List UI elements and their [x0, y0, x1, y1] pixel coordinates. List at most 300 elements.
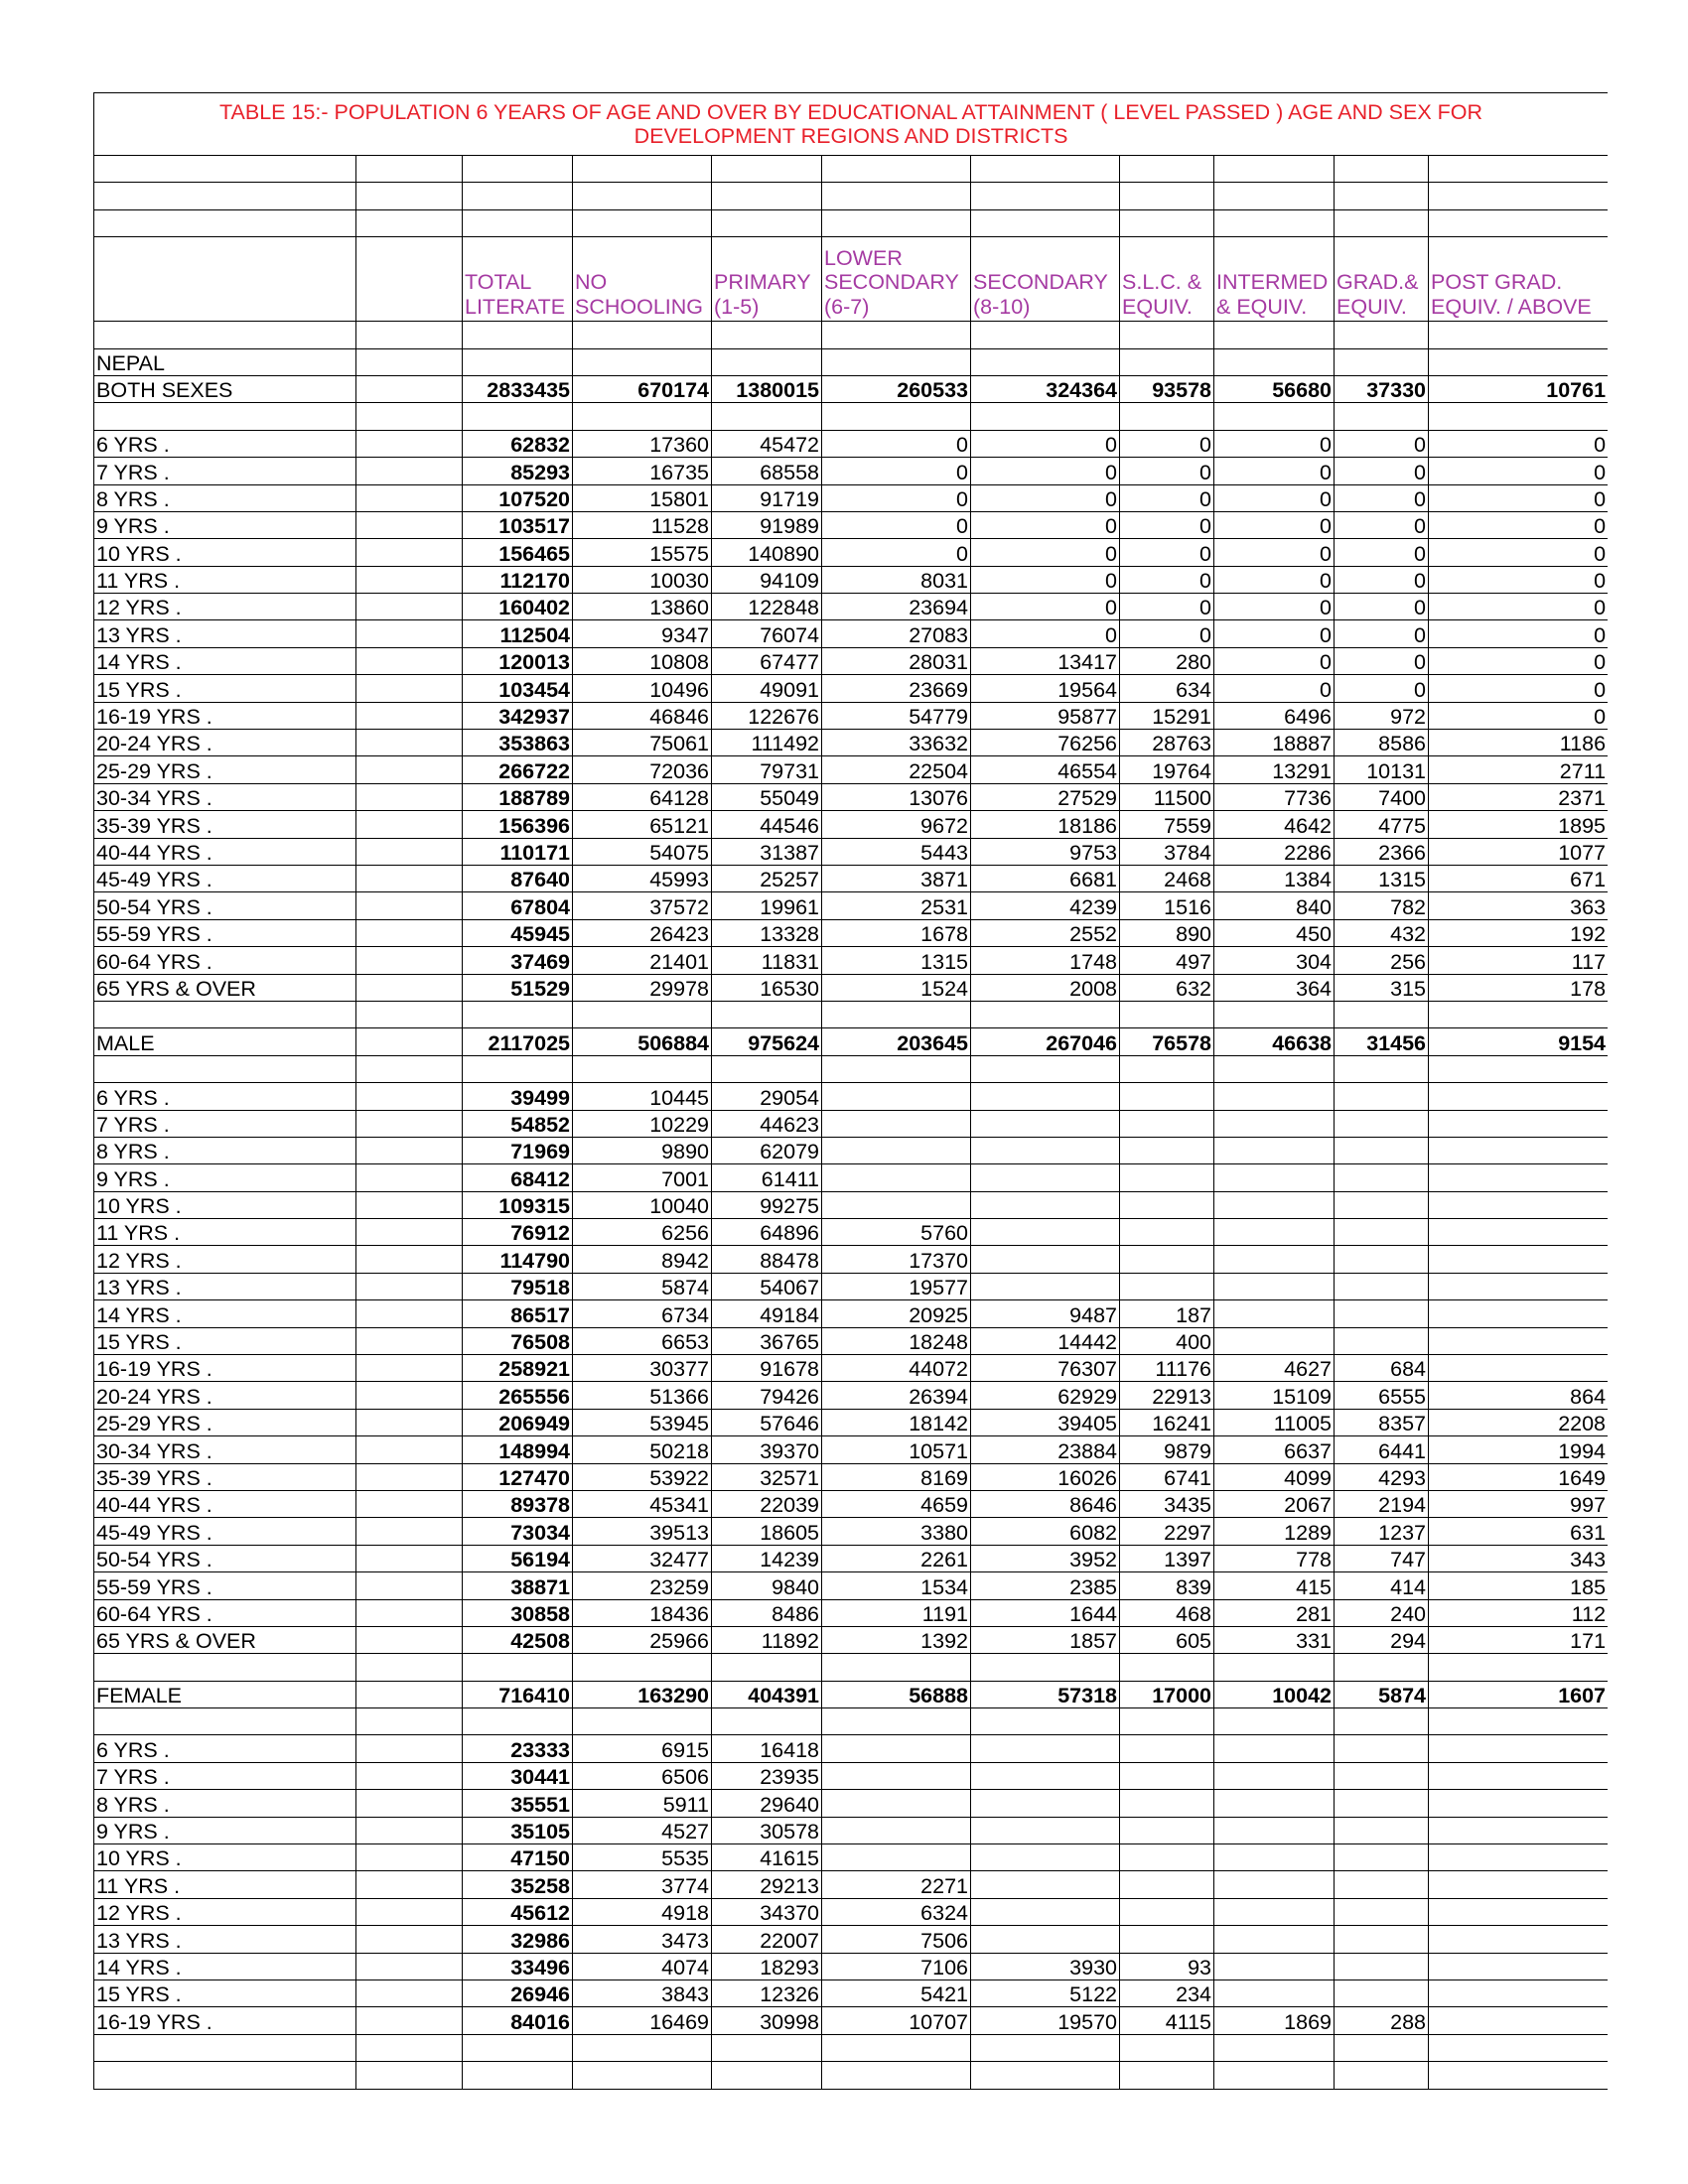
total-literate-value: 342937	[463, 702, 573, 729]
value-cell: 0	[822, 539, 971, 566]
empty-cell	[463, 348, 573, 375]
value-cell: 1392	[822, 1626, 971, 1653]
age-group-label: 25-29 YRS .	[94, 1409, 356, 1435]
total-literate-value: 26946	[463, 1980, 573, 2007]
total-value: 267046	[971, 1028, 1120, 1055]
age-group-label: 12 YRS .	[94, 1246, 356, 1273]
empty-cell	[356, 1001, 463, 1027]
age-group-label: 40-44 YRS .	[94, 1490, 356, 1517]
empty-cell	[971, 1654, 1120, 1681]
value-cell: 8586	[1335, 730, 1429, 756]
value-cell: 6653	[573, 1327, 712, 1354]
region-row	[94, 348, 1609, 375]
value-cell: 39405	[971, 1409, 1120, 1435]
value-cell: 3473	[573, 1926, 712, 1953]
value-cell: 0	[1214, 647, 1335, 674]
table-row	[94, 1545, 1609, 1571]
value-cell	[1214, 1762, 1335, 1789]
table-row	[94, 1926, 1609, 1953]
value-cell: 10707	[822, 2007, 971, 2034]
empty-cell	[1335, 2034, 1429, 2061]
empty-cell	[1120, 1708, 1214, 1735]
table-row	[94, 1817, 1609, 1843]
age-group-label: 10 YRS .	[94, 1191, 356, 1218]
value-cell	[1335, 1219, 1429, 1246]
empty-row	[94, 2062, 1609, 2089]
value-cell: 0	[1214, 458, 1335, 484]
total-value: 31456	[1335, 1028, 1429, 1055]
table-row	[94, 1409, 1609, 1435]
value-cell: 32571	[712, 1463, 822, 1490]
table-row	[94, 1762, 1609, 1789]
empty-cell	[1214, 2062, 1335, 2089]
value-cell: 29054	[712, 1083, 822, 1110]
section-total-row	[94, 375, 1609, 402]
table-row	[94, 1355, 1609, 1382]
empty-cell	[573, 1654, 712, 1681]
value-cell: 0	[1120, 539, 1214, 566]
value-cell: 0	[971, 430, 1120, 457]
value-cell: 294	[1335, 1626, 1429, 1653]
value-cell	[1214, 1817, 1335, 1843]
value-cell	[1335, 1790, 1429, 1817]
table-row	[94, 919, 1609, 946]
age-group-label: 65 YRS & OVER	[94, 1626, 356, 1653]
value-cell: 450	[1214, 919, 1335, 946]
value-cell: 414	[1335, 1572, 1429, 1599]
value-cell: 44623	[712, 1110, 822, 1137]
value-cell: 4918	[573, 1898, 712, 1925]
empty-cell	[356, 647, 463, 674]
empty-cell	[1120, 209, 1214, 236]
total-literate-value: 89378	[463, 1490, 573, 1517]
table-row	[94, 1110, 1609, 1137]
table-row	[94, 865, 1609, 891]
age-group-label: 20-24 YRS .	[94, 730, 356, 756]
value-cell	[1214, 1246, 1335, 1273]
value-cell: 54075	[573, 838, 712, 865]
section-total-row	[94, 1681, 1609, 1707]
value-cell: 91989	[712, 511, 822, 538]
empty-cell	[1120, 183, 1214, 209]
empty-cell	[463, 1654, 573, 1681]
value-cell: 46554	[971, 756, 1120, 783]
value-cell: 19570	[971, 2007, 1120, 2034]
empty-cell	[1429, 209, 1609, 236]
empty-cell	[971, 156, 1120, 183]
value-cell	[1429, 1110, 1609, 1137]
empty-cell	[94, 1654, 356, 1681]
value-cell	[1120, 1164, 1214, 1191]
empty-cell	[356, 1926, 463, 1953]
education-attainment-table	[93, 92, 1608, 2090]
value-cell: 234	[1120, 1980, 1214, 2007]
empty-cell	[94, 183, 356, 209]
value-cell: 9753	[971, 838, 1120, 865]
value-cell	[1429, 1246, 1609, 1273]
age-group-label: 14 YRS .	[94, 1953, 356, 1979]
value-cell	[1120, 1219, 1214, 1246]
total-literate-value: 112170	[463, 566, 573, 593]
age-group-label: 30-34 YRS .	[94, 783, 356, 810]
empty-cell	[356, 1300, 463, 1327]
table-row	[94, 892, 1609, 919]
empty-cell	[712, 156, 822, 183]
value-cell: 4074	[573, 1953, 712, 1979]
value-cell	[1429, 2007, 1609, 2034]
value-cell: 44546	[712, 811, 822, 838]
empty-cell	[1429, 1708, 1609, 1735]
empty-cell	[1429, 2062, 1609, 2089]
value-cell: 33632	[822, 730, 971, 756]
value-cell: 1678	[822, 919, 971, 946]
empty-cell	[94, 1055, 356, 1082]
total-literate-value: 120013	[463, 647, 573, 674]
value-cell: 88478	[712, 1246, 822, 1273]
value-cell: 0	[1120, 484, 1214, 511]
age-group-label: 60-64 YRS .	[94, 1599, 356, 1626]
value-cell	[1335, 1191, 1429, 1218]
empty-cell	[356, 1191, 463, 1218]
value-cell: 0	[1120, 620, 1214, 647]
table-row	[94, 756, 1609, 783]
table-title	[94, 93, 1609, 156]
empty-cell	[712, 1055, 822, 1082]
value-cell: 0	[822, 484, 971, 511]
total-value: 56888	[822, 1681, 971, 1707]
age-group-label: 13 YRS .	[94, 1273, 356, 1299]
empty-cell	[1120, 156, 1214, 183]
value-cell: 19961	[712, 892, 822, 919]
value-cell: 15801	[573, 484, 712, 511]
value-cell	[822, 1110, 971, 1137]
value-cell: 10030	[573, 566, 712, 593]
empty-cell	[356, 430, 463, 457]
age-group-label: 55-59 YRS .	[94, 919, 356, 946]
value-cell: 0	[1429, 539, 1609, 566]
value-cell: 1315	[822, 947, 971, 974]
empty-cell	[356, 1463, 463, 1490]
table-title-line-2: DEVELOPMENT REGIONS AND DISTRICTS	[633, 124, 1068, 148]
empty-cell	[1429, 1654, 1609, 1681]
value-cell	[1335, 1110, 1429, 1137]
value-cell: 3843	[573, 1980, 712, 2007]
value-cell: 0	[1429, 430, 1609, 457]
empty-cell	[94, 156, 356, 183]
column-header: S.L.C. & EQUIV.	[1120, 237, 1214, 322]
empty-cell	[1214, 1654, 1335, 1681]
empty-cell	[573, 183, 712, 209]
empty-cell	[356, 1219, 463, 1246]
empty-cell	[94, 209, 356, 236]
value-cell	[1335, 1953, 1429, 1979]
value-cell: 0	[1429, 484, 1609, 511]
value-cell: 23669	[822, 675, 971, 702]
empty-cell	[356, 1273, 463, 1299]
total-literate-value: 45612	[463, 1898, 573, 1925]
value-cell: 31387	[712, 838, 822, 865]
empty-cell	[1429, 322, 1609, 348]
empty-cell	[356, 974, 463, 1001]
empty-cell	[356, 811, 463, 838]
value-cell	[1120, 1790, 1214, 1817]
value-cell: 111492	[712, 730, 822, 756]
age-group-label: 20-24 YRS .	[94, 1382, 356, 1409]
value-cell: 2385	[971, 1572, 1120, 1599]
table-row	[94, 730, 1609, 756]
table-row	[94, 1599, 1609, 1626]
age-group-label: 7 YRS .	[94, 1110, 356, 1137]
value-cell: 2552	[971, 919, 1120, 946]
value-cell: 0	[1214, 594, 1335, 620]
value-cell: 11005	[1214, 1409, 1335, 1435]
value-cell: 6734	[573, 1300, 712, 1327]
value-cell: 28031	[822, 647, 971, 674]
table-row	[94, 1191, 1609, 1218]
empty-cell	[1429, 2034, 1609, 2061]
value-cell	[1120, 1844, 1214, 1871]
empty-cell	[463, 2034, 573, 2061]
total-value: 1607	[1429, 1681, 1609, 1707]
value-cell: 22007	[712, 1926, 822, 1953]
empty-cell	[356, 1545, 463, 1571]
column-header: GRAD.& EQUIV.	[1335, 237, 1429, 322]
value-cell: 64128	[573, 783, 712, 810]
empty-cell	[356, 1518, 463, 1545]
total-literate-value: 206949	[463, 1409, 573, 1435]
table-row	[94, 1490, 1609, 1517]
value-cell: 1994	[1429, 1436, 1609, 1463]
total-literate-value: 39499	[463, 1083, 573, 1110]
empty-row	[94, 1708, 1609, 1735]
value-cell: 6637	[1214, 1436, 1335, 1463]
value-cell	[1214, 1790, 1335, 1817]
value-cell	[971, 1844, 1120, 1871]
value-cell: 5122	[971, 1980, 1120, 2007]
age-group-label: 50-54 YRS .	[94, 892, 356, 919]
table-row	[94, 566, 1609, 593]
empty-row	[94, 156, 1609, 183]
age-group-label: 13 YRS .	[94, 620, 356, 647]
table-row	[94, 647, 1609, 674]
value-cell: 8031	[822, 566, 971, 593]
empty-cell	[356, 1654, 463, 1681]
value-cell	[1120, 1735, 1214, 1762]
value-cell: 0	[971, 539, 1120, 566]
value-cell	[1429, 1735, 1609, 1762]
empty-cell	[356, 1599, 463, 1626]
value-cell	[1429, 1844, 1609, 1871]
total-value: 670174	[573, 375, 712, 402]
value-cell: 0	[1214, 511, 1335, 538]
empty-cell	[573, 209, 712, 236]
table-row	[94, 1083, 1609, 1110]
table-row	[94, 594, 1609, 620]
table-row	[94, 947, 1609, 974]
value-cell	[1429, 1871, 1609, 1898]
age-group-label: 30-34 YRS .	[94, 1436, 356, 1463]
empty-cell	[1214, 209, 1335, 236]
value-cell: 34370	[712, 1898, 822, 1925]
value-cell: 2297	[1120, 1518, 1214, 1545]
table-row	[94, 1382, 1609, 1409]
empty-cell	[971, 348, 1120, 375]
value-cell: 631	[1429, 1518, 1609, 1545]
age-group-label: 9 YRS .	[94, 1164, 356, 1191]
total-literate-value: 68412	[463, 1164, 573, 1191]
age-group-label: 16-19 YRS .	[94, 2007, 356, 2034]
value-cell: 4775	[1335, 811, 1429, 838]
empty-cell	[822, 2062, 971, 2089]
value-cell: 7559	[1120, 811, 1214, 838]
value-cell: 1516	[1120, 892, 1214, 919]
value-cell: 972	[1335, 702, 1429, 729]
region-label: NEPAL	[94, 348, 356, 375]
value-cell: 0	[1214, 620, 1335, 647]
value-cell: 62079	[712, 1137, 822, 1163]
total-literate-value: 258921	[463, 1355, 573, 1382]
value-cell: 6256	[573, 1219, 712, 1246]
value-cell: 2067	[1214, 1490, 1335, 1517]
value-cell: 23259	[573, 1572, 712, 1599]
empty-cell	[356, 1436, 463, 1463]
column-header-row	[94, 237, 1609, 322]
value-cell: 415	[1214, 1572, 1335, 1599]
table-title-line-1: TABLE 15:- POPULATION 6 YEARS OF AGE AND OVER BY EDUCATIONAL ATTAINMENT ( LEVEL PASSED ) AGE AND SEX FOR	[218, 100, 1483, 124]
column-header: LOWER SECONDARY (6-7)	[822, 237, 971, 322]
value-cell	[1214, 1191, 1335, 1218]
empty-cell	[356, 730, 463, 756]
empty-cell	[356, 484, 463, 511]
table-row	[94, 1898, 1609, 1925]
value-cell: 14442	[971, 1327, 1120, 1354]
value-cell: 9487	[971, 1300, 1120, 1327]
total-literate-value: 30441	[463, 1762, 573, 1789]
empty-cell	[971, 403, 1120, 430]
value-cell: 67477	[712, 647, 822, 674]
value-cell: 839	[1120, 1572, 1214, 1599]
empty-cell	[356, 375, 463, 402]
table-row	[94, 783, 1609, 810]
value-cell: 0	[1214, 484, 1335, 511]
value-cell: 4239	[971, 892, 1120, 919]
value-cell: 4115	[1120, 2007, 1214, 2034]
value-cell: 0	[1335, 620, 1429, 647]
value-cell: 0	[822, 458, 971, 484]
value-cell	[971, 1273, 1120, 1299]
empty-cell	[712, 209, 822, 236]
value-cell: 16530	[712, 974, 822, 1001]
empty-cell	[1120, 1654, 1214, 1681]
empty-cell	[356, 1083, 463, 1110]
table-row	[94, 511, 1609, 538]
value-cell: 16241	[1120, 1409, 1214, 1435]
total-value: 260533	[822, 375, 971, 402]
total-value: 324364	[971, 375, 1120, 402]
table-title-row	[94, 93, 1609, 156]
empty-cell	[94, 403, 356, 430]
value-cell: 3784	[1120, 838, 1214, 865]
empty-cell	[356, 403, 463, 430]
total-literate-value: 76912	[463, 1219, 573, 1246]
value-cell: 5535	[573, 1844, 712, 1871]
value-cell: 280	[1120, 647, 1214, 674]
value-cell: 1649	[1429, 1463, 1609, 1490]
empty-cell	[356, 1246, 463, 1273]
age-group-label: 7 YRS .	[94, 458, 356, 484]
empty-cell	[1335, 1055, 1429, 1082]
empty-cell	[971, 1708, 1120, 1735]
value-cell: 747	[1335, 1545, 1429, 1571]
age-group-label: 11 YRS .	[94, 1871, 356, 1898]
value-cell: 187	[1120, 1300, 1214, 1327]
value-cell: 3774	[573, 1871, 712, 1898]
value-cell: 18293	[712, 1953, 822, 1979]
empty-row	[94, 322, 1609, 348]
empty-cell	[1429, 403, 1609, 430]
value-cell: 1869	[1214, 2007, 1335, 2034]
value-cell: 7400	[1335, 783, 1429, 810]
table-row	[94, 1436, 1609, 1463]
value-cell	[1335, 1327, 1429, 1354]
value-cell: 21401	[573, 947, 712, 974]
value-cell: 45341	[573, 1490, 712, 1517]
empty-cell	[971, 2034, 1120, 2061]
total-literate-value: 160402	[463, 594, 573, 620]
total-value: 10761	[1429, 375, 1609, 402]
empty-cell	[94, 2034, 356, 2061]
value-cell	[1214, 1300, 1335, 1327]
empty-cell	[1335, 1654, 1429, 1681]
empty-cell	[356, 209, 463, 236]
empty-cell	[463, 183, 573, 209]
total-literate-value: 23333	[463, 1735, 573, 1762]
value-cell	[1120, 1898, 1214, 1925]
total-literate-value: 353863	[463, 730, 573, 756]
total-literate-value: 84016	[463, 2007, 573, 2034]
table-row	[94, 458, 1609, 484]
value-cell: 0	[971, 484, 1120, 511]
value-cell: 79426	[712, 1382, 822, 1409]
empty-cell	[1429, 183, 1609, 209]
value-cell: 30578	[712, 1817, 822, 1843]
value-cell	[1120, 1273, 1214, 1299]
empty-cell	[356, 1055, 463, 1082]
empty-cell	[712, 403, 822, 430]
empty-cell	[1214, 1708, 1335, 1735]
empty-cell	[356, 892, 463, 919]
empty-cell	[356, 1898, 463, 1925]
age-group-label: 45-49 YRS .	[94, 1518, 356, 1545]
value-cell: 30377	[573, 1355, 712, 1382]
value-cell: 0	[1120, 566, 1214, 593]
value-cell: 140890	[712, 539, 822, 566]
value-cell	[1214, 1327, 1335, 1354]
total-literate-value: 38871	[463, 1572, 573, 1599]
empty-cell	[356, 1028, 463, 1055]
data-table-sheet	[93, 92, 1608, 2098]
empty-cell	[1335, 209, 1429, 236]
total-value: 9154	[1429, 1028, 1609, 1055]
value-cell: 32477	[573, 1545, 712, 1571]
empty-cell	[573, 156, 712, 183]
value-cell: 0	[1335, 675, 1429, 702]
value-cell	[822, 1164, 971, 1191]
value-cell	[822, 1844, 971, 1871]
value-cell: 684	[1335, 1355, 1429, 1382]
value-cell: 1077	[1429, 838, 1609, 865]
value-cell: 15109	[1214, 1382, 1335, 1409]
